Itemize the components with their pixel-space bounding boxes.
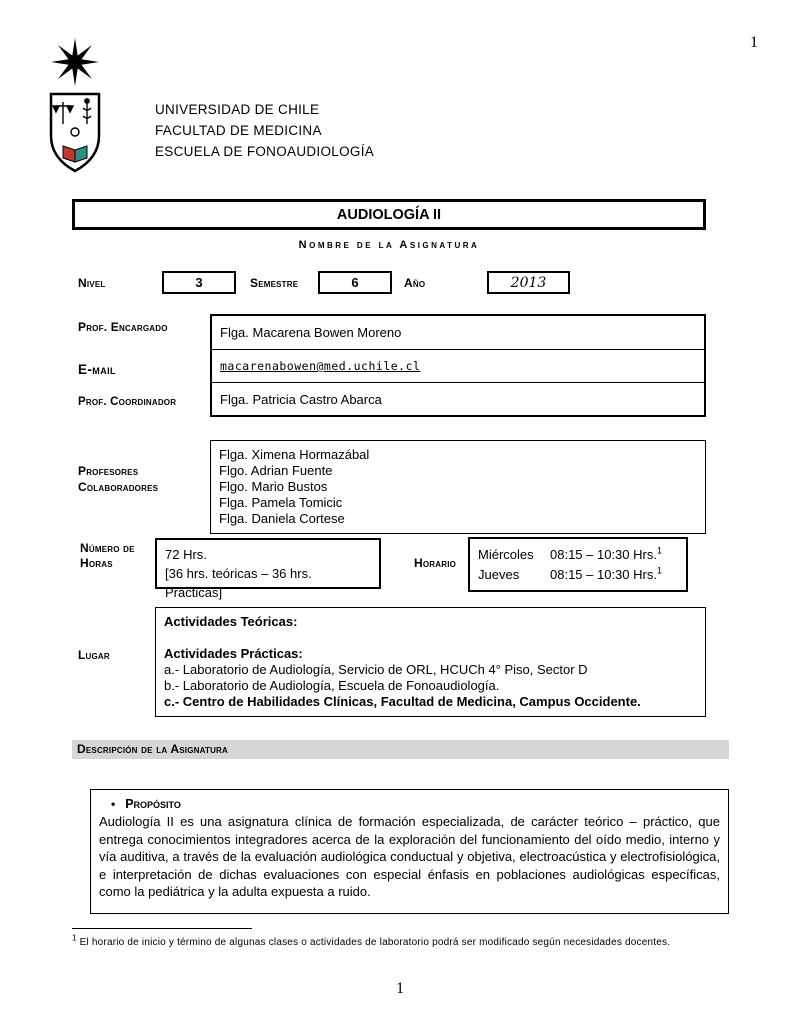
horario-row bbox=[478, 565, 678, 585]
email-link[interactable]: macarenabowen@med.uchile.cl bbox=[220, 359, 421, 373]
footnote bbox=[72, 933, 734, 949]
page-number-top: 1 bbox=[750, 34, 758, 51]
colaboradores-label: Profesores Colaboradores bbox=[78, 464, 159, 494]
table-row bbox=[212, 349, 704, 382]
horas-total: 72 Hrs. bbox=[165, 547, 207, 562]
list-item: Flga. Ximena Hormazábal bbox=[219, 447, 370, 462]
list-item: c.- Centro de Habilidades Clínicas, Facultad de Medicina, Campus Occidente. bbox=[164, 694, 641, 709]
course-title-caption: Nombre de la Asignatura bbox=[298, 239, 480, 251]
semestre-label: Semestre bbox=[250, 276, 299, 290]
footnote-marker: 1 bbox=[72, 933, 77, 943]
prof-encargado-label: Prof. Encargado bbox=[78, 320, 168, 334]
list-item: Flgo. Adrian Fuente bbox=[219, 463, 333, 478]
horas-box bbox=[155, 538, 381, 600]
teoricas-heading: Actividades Teóricas: bbox=[164, 614, 298, 629]
horario-day: Jueves bbox=[478, 567, 520, 582]
nivel-label: Nivel bbox=[78, 276, 106, 290]
table-row bbox=[212, 382, 704, 415]
ano-value-box: 2013 bbox=[487, 271, 570, 294]
horario-label: Horario bbox=[414, 556, 457, 570]
list-item: Flga. Daniela Cortese bbox=[219, 511, 345, 526]
ano-label: Año bbox=[404, 276, 426, 290]
starburst-icon bbox=[51, 38, 99, 86]
university-name: UNIVERSIDAD DE CHILE bbox=[155, 102, 320, 117]
list-item: b.- Laboratorio de Audiología, Escuela de Fonoaudiología. bbox=[164, 678, 500, 693]
lugar-box bbox=[155, 607, 706, 717]
page-number-bottom: 1 bbox=[396, 980, 404, 997]
colaboradores-box bbox=[210, 440, 706, 534]
horario-day: Miércoles bbox=[478, 547, 534, 562]
proposito-box bbox=[90, 789, 729, 914]
bullet-icon: • bbox=[111, 797, 116, 811]
lugar-label: Lugar bbox=[78, 648, 110, 662]
course-title-box bbox=[72, 199, 706, 230]
staff-table bbox=[210, 314, 706, 417]
org-header bbox=[155, 99, 374, 162]
prof-coordinador-name: Flga. Patricia Castro Abarca bbox=[220, 391, 382, 407]
horario-time: 08:15 – 10:30 Hrs.$^1$ bbox=[550, 545, 662, 562]
prof-encargado-name: Flga. Macarena Bowen Moreno bbox=[220, 325, 402, 340]
spacer bbox=[164, 630, 697, 646]
proposito-heading bbox=[99, 797, 720, 811]
school-name: ESCUELA DE FONOAUDIOLOGÍA bbox=[155, 144, 375, 159]
footnote-text: El horario de inicio y término de algunas clases o actividades de laboratorio podrá ser modificado según necesidades docentes. bbox=[79, 937, 671, 948]
list-item: a.- Laboratorio de Audiología, Servicio de ORL, HCUCh 4° Piso, Sector D bbox=[164, 662, 588, 677]
nivel-value-box: 3 bbox=[162, 271, 236, 294]
proposito-heading-label: Propósito bbox=[125, 797, 181, 811]
crest-icon bbox=[36, 36, 114, 178]
footnote-divider bbox=[72, 928, 252, 929]
course-title: AUDIOLOGÍA II bbox=[336, 206, 442, 223]
proposito-paragraph: Audiología II es una asignatura clínica de formación especializada, de carácter teórico – práctico, que entrega conocimientos integradores acerca de la exploración del funcionamiento del oído medio, interno y vía auditiva, a través de la evaluación audiológica conductual y objetiva, electroacústica y electrofisiológica, e interpretación de dichas evaluaciones con especial énfasis en poblaciones audiológicas específicas, como la pediátrica y la adulta expuesta a ruido. bbox=[99, 814, 720, 899]
table-row bbox=[212, 316, 704, 349]
horario-box bbox=[468, 537, 688, 592]
descripcion-section-heading: Descripción de la Asignatura bbox=[72, 740, 729, 759]
footnote-ref: 1 bbox=[656, 565, 662, 576]
list-item: Flgo. Mario Bustos bbox=[219, 479, 328, 494]
horas-detail: [36 hrs. teóricas – 36 hrs. Prácticas] bbox=[165, 566, 312, 600]
practicas-heading: Actividades Prácticas: bbox=[164, 646, 303, 661]
center-emblem bbox=[71, 128, 79, 136]
email-label: E-mail bbox=[78, 362, 116, 377]
list-item: Flga. Pamela Tomicic bbox=[219, 495, 343, 510]
horas-label: Número de Horas bbox=[80, 541, 135, 570]
horario-time: 08:15 – 10:30 Hrs.$^1$ bbox=[550, 565, 662, 582]
semestre-value-box: 6 bbox=[318, 271, 392, 294]
university-crest-logo bbox=[36, 36, 114, 178]
footnote-ref: 1 bbox=[656, 545, 662, 556]
horario-row bbox=[478, 545, 678, 565]
faculty-name: FACULTAD DE MEDICINA bbox=[155, 123, 322, 138]
prof-coordinador-label: Prof. Coordinador bbox=[78, 396, 177, 408]
